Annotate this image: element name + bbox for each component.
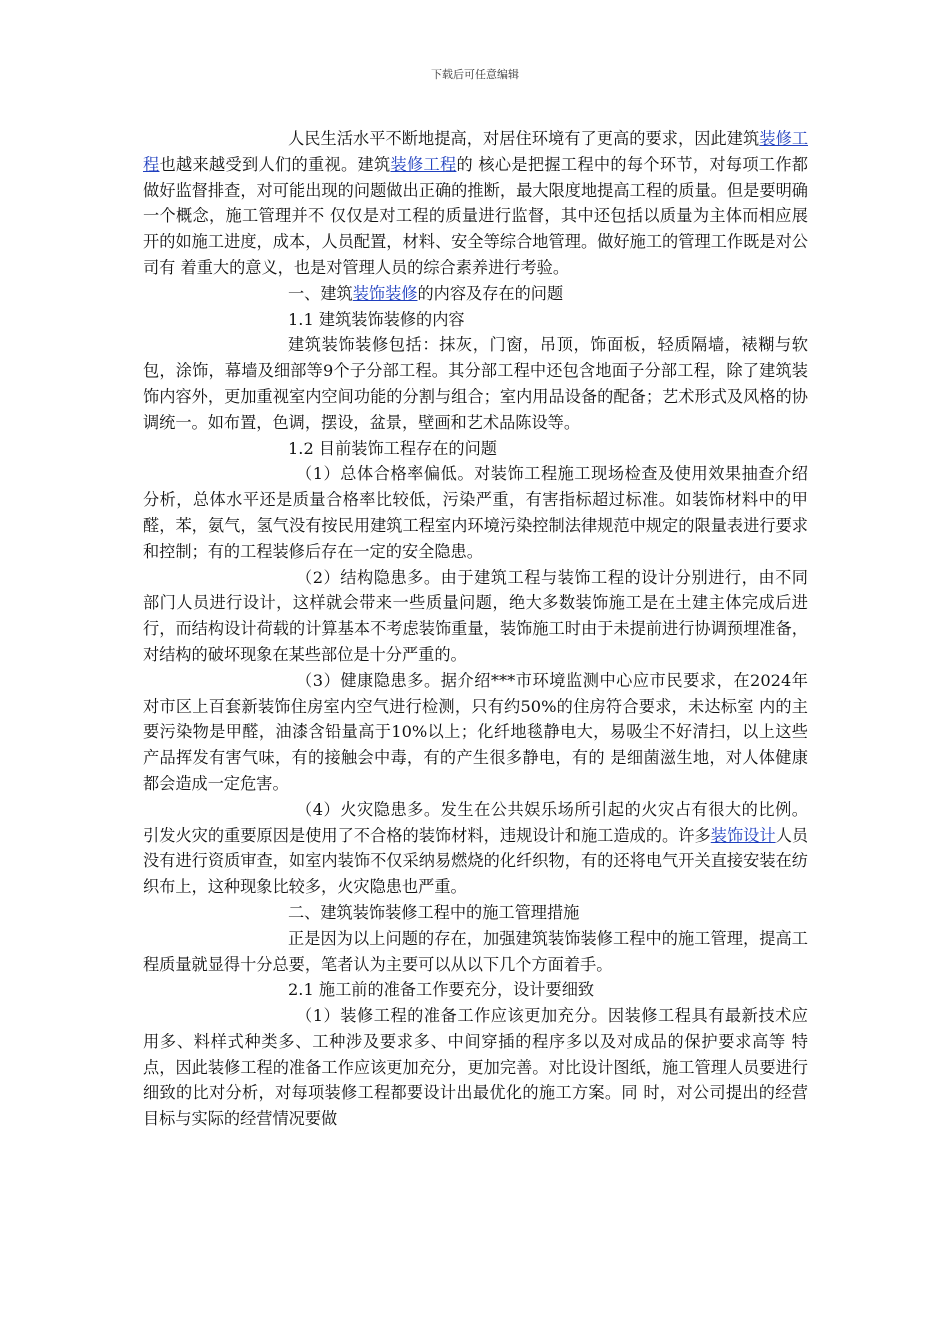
link-decoration-renovation[interactable]: 装饰装修 <box>352 283 418 303</box>
paragraph-text: 也越来越受到人们的重视。建筑 <box>159 154 391 174</box>
paragraph-text: 的 核心是把握工程中的每个环节，对每项工作都做好监督排查，对可能出现的问题做出正确的推断，最大限度地提高工程的质量。但是要明确一个概念，施工管理并不 仅仅是对工程的质量进行监督，其中还包括以质量为主体而相应展开的如施工进度，成本，人员配置，材料、安全等综合地管理。做好施工的管理工作既是对公司有 着重大的意义，也是对管理人员的综合素养进行考验。 <box>143 154 808 277</box>
section-heading-1 <box>143 281 808 307</box>
paragraph-intro <box>143 126 808 281</box>
paragraph-preparation: （1）装修工程的准备工作应该更加充分。因装修工程具有最新技术应用多、料样式种类多、工种涉及要求多、中间穿插的程序多以及对成品的保护要求高等 特点，因此装修工程的准备工作应该更加充分，更加完善。对比设计图纸，施工管理人员要进行细致的比对分析，对每项装修工程都要设计出最优化的施工方案。同 时，对公司提出的经营目标与实际的经营情况要做 <box>143 1006 808 1129</box>
paragraph-text: （4）火灾隐患多。发生在公共娱乐场所引起的火灾占有很大的比例。引发火灾的重要原因是使用了不合格的装饰材料，违规设计和施工造成的。许多 <box>143 799 808 845</box>
document-body <box>143 126 808 1132</box>
link-decoration-design[interactable]: 装饰设计 <box>710 825 776 845</box>
paragraph-issue-2: （2）结构隐患多。由于建筑工程与装饰工程的设计分别进行，由不同部门人员进行设计，这样就会带来一些质量问题，绝大多数装饰施工是在土建主体完成后进 行，而结构设计荷载的计算基本不考虑装饰重量，装饰施工时由于未提前进行协调预埋准备，对结构的破坏现象在某些部位是十分严重的。 <box>143 567 808 664</box>
paragraph-text: 人民生活水平不断地提高，对居住环境有了更高的要求，因此建筑 <box>288 129 760 148</box>
paragraph-content: 建筑装饰装修包括：抹灰，门窗，吊顶，饰面板，轻质隔墙，裱糊与软包，涂饰，幕墙及细部等9个子分部工程。其分部工程中还包含地面子分部工程，除了建筑装 饰内容外，更加重视室内空间功能的分割与组合；室内用品设备的配备；艺术形式及风格的协调统一。如布置，色调，摆设，盆景，壁画和艺术品陈设等。 <box>143 335 808 432</box>
link-decoration-project-2[interactable]: 装修工程 <box>390 154 457 174</box>
section-heading-2: 二、建筑装饰装修工程中的施工管理措施 <box>288 902 580 922</box>
paragraph-issue-3: （3）健康隐患多。据介绍***市环境监测中心应市民要求，在2024年对市区上百套新装饰住房室内空气进行检测，只有约50%的住房符合要求，未达标室 内的主要污染物是甲醛，油漆含铅量高于10%以上；化纤地毯静电大，易吸尘不好清扫，以上这些产品挥发有害气味，有的接触会中毒，有的产生很多静电，有的 是细菌滋生地，对人体健康都会造成一定危害。 <box>143 670 808 793</box>
paragraph-measures-intro: 正是因为以上问题的存在，加强建筑装饰装修工程中的施工管理，提高工程质量就显得十分总要，笔者认为主要可以从以下几个方面着手。 <box>143 928 808 974</box>
paragraph-text: 人员没有进行资质审查，如室内装饰不仅采纳易燃烧的化纤织物，有的还将电气开关直接安装在纺织布上，这种现象比较多，火灾隐患也严重。 <box>143 825 809 897</box>
heading-text: 一、建筑 <box>288 283 353 303</box>
heading-text: 的内容及存在的问题 <box>417 283 564 303</box>
subsection-heading-2-1: 2.1 施工前的准备工作要充分，设计要细致 <box>288 980 595 1000</box>
paragraph-issue-4 <box>143 797 808 900</box>
paragraph-issue-1: （1）总体合格率偏低。对装饰工程施工现场检查及使用效果抽查介绍分析，总体水平还是质量合格率比较低，污染严重，有害指标超过标准。如装饰材料中的甲 醛，苯，氨气，氢气没有按民用建筑工程室内环境污染控制法律规范中规定的限量表进行要求和控制；有的工程装修后存在一定的安全隐患。 <box>143 464 808 561</box>
subsection-heading-1-1: 1.1 建筑装饰装修的内容 <box>288 309 465 329</box>
link-decoration-project[interactable]: 装修工程 <box>143 129 809 174</box>
subsection-heading-1-2: 1.2 目前装饰工程存在的问题 <box>288 438 497 458</box>
page-header: 下载后可任意编辑 <box>431 68 519 81</box>
